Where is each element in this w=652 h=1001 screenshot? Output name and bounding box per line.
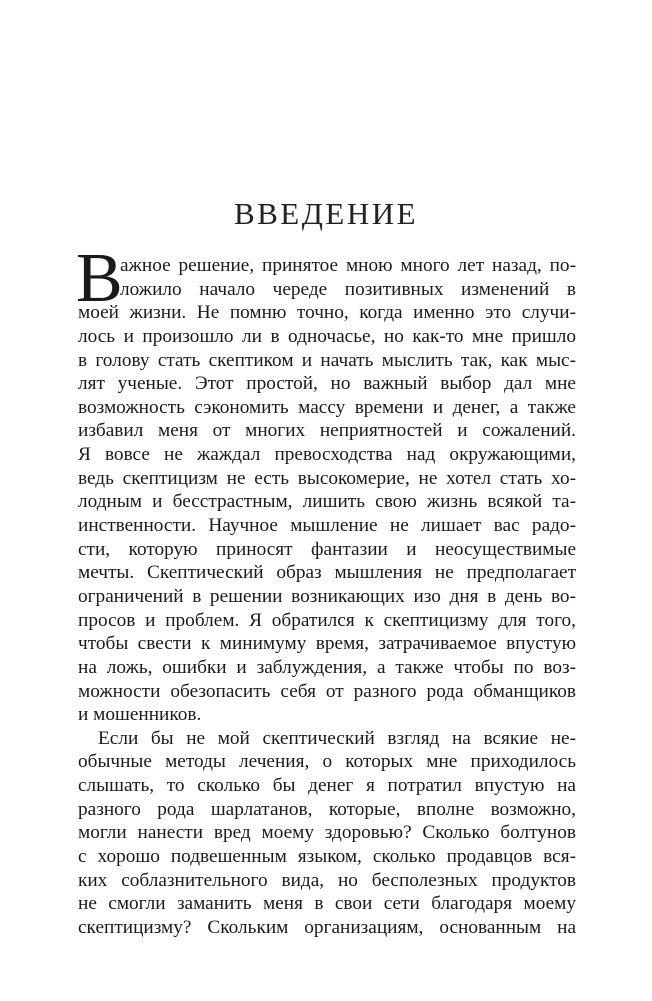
text-line: чтобы свести к минимуму время, затрачиваемое впустую [78, 633, 576, 655]
text-line: сти, которую приносят фантазии и неосуществимые [78, 538, 576, 560]
text-line: лодным и бесстрастным, лишить свою жизнь всякой та- [78, 491, 576, 513]
text-line: мечты. Скептический образ мышления не предполагает [78, 562, 576, 584]
chapter-title: ВВЕДЕНИЕ [233, 196, 419, 231]
text-line: и мошенников. [78, 704, 202, 726]
text-line: избавил меня от многих неприятностей и сожалений. [78, 420, 576, 442]
text-line: Я вовсе не жаждал превосходства над окружающими, [78, 444, 576, 466]
drop-cap-letter: В [76, 240, 123, 317]
text-line: на ложь, ошибки и заблуждения, а также чтобы по воз- [78, 656, 576, 678]
paragraph-2 [78, 727, 576, 940]
text-line: просов и проблем. Я обратился к скептицизму для того, [78, 609, 576, 631]
text-line: разного рода шарлатанов, которые, вполне возможно, [78, 798, 576, 820]
text-line: обычные методы лечения, о которых мне приходилось [78, 751, 576, 773]
text-line: моей жизни. Не помню точно, когда именно это случи- [78, 302, 576, 324]
text-line: ких соблазнительного вида, но бесполезных продуктов [78, 869, 576, 891]
text-line: скептицизму? Скольким организациям, основанным на [78, 916, 576, 938]
text-line: в голову стать скептиком и начать мыслить так, как мыс- [78, 349, 576, 371]
text-line: ограничений в решении возникающих изо дня в день во- [78, 585, 576, 607]
text-line: могли нанести вред моему здоровью? Сколько болтунов [78, 822, 576, 844]
text-line: лось и произошло ли в одночасье, но как-то мне пришло [78, 325, 576, 347]
text-line: возможность сэкономить массу времени и денег, а также [78, 396, 576, 418]
text-line: ведь скептицизм не есть высокомерие, не хотел стать хо- [78, 467, 576, 489]
text-line: лят ученые. Этот простой, но важный выбор дал мне [78, 373, 576, 395]
text-line: Если бы не мой скептический взгляд на всякие не- [98, 727, 576, 749]
text-line: с хорошо подвешенным языком, сколько продавцов вся- [78, 846, 576, 868]
text-line: не смогли заманить меня в свои сети благодаря моему [78, 893, 576, 915]
text-line: можности обезопасить себя от разного рода обманщиков [78, 680, 576, 702]
text-line: инственности. Научное мышление не лишает вас радо- [78, 515, 576, 537]
text-line: слышать, то сколько бы денег я потратил впустую на [78, 775, 576, 797]
text-line: ложило начало череде позитивных изменений в [120, 278, 576, 300]
body-text [78, 254, 576, 940]
text-line: ажное решение, принятое мною много лет назад, по- [120, 255, 576, 276]
paragraph-1 [78, 254, 576, 727]
